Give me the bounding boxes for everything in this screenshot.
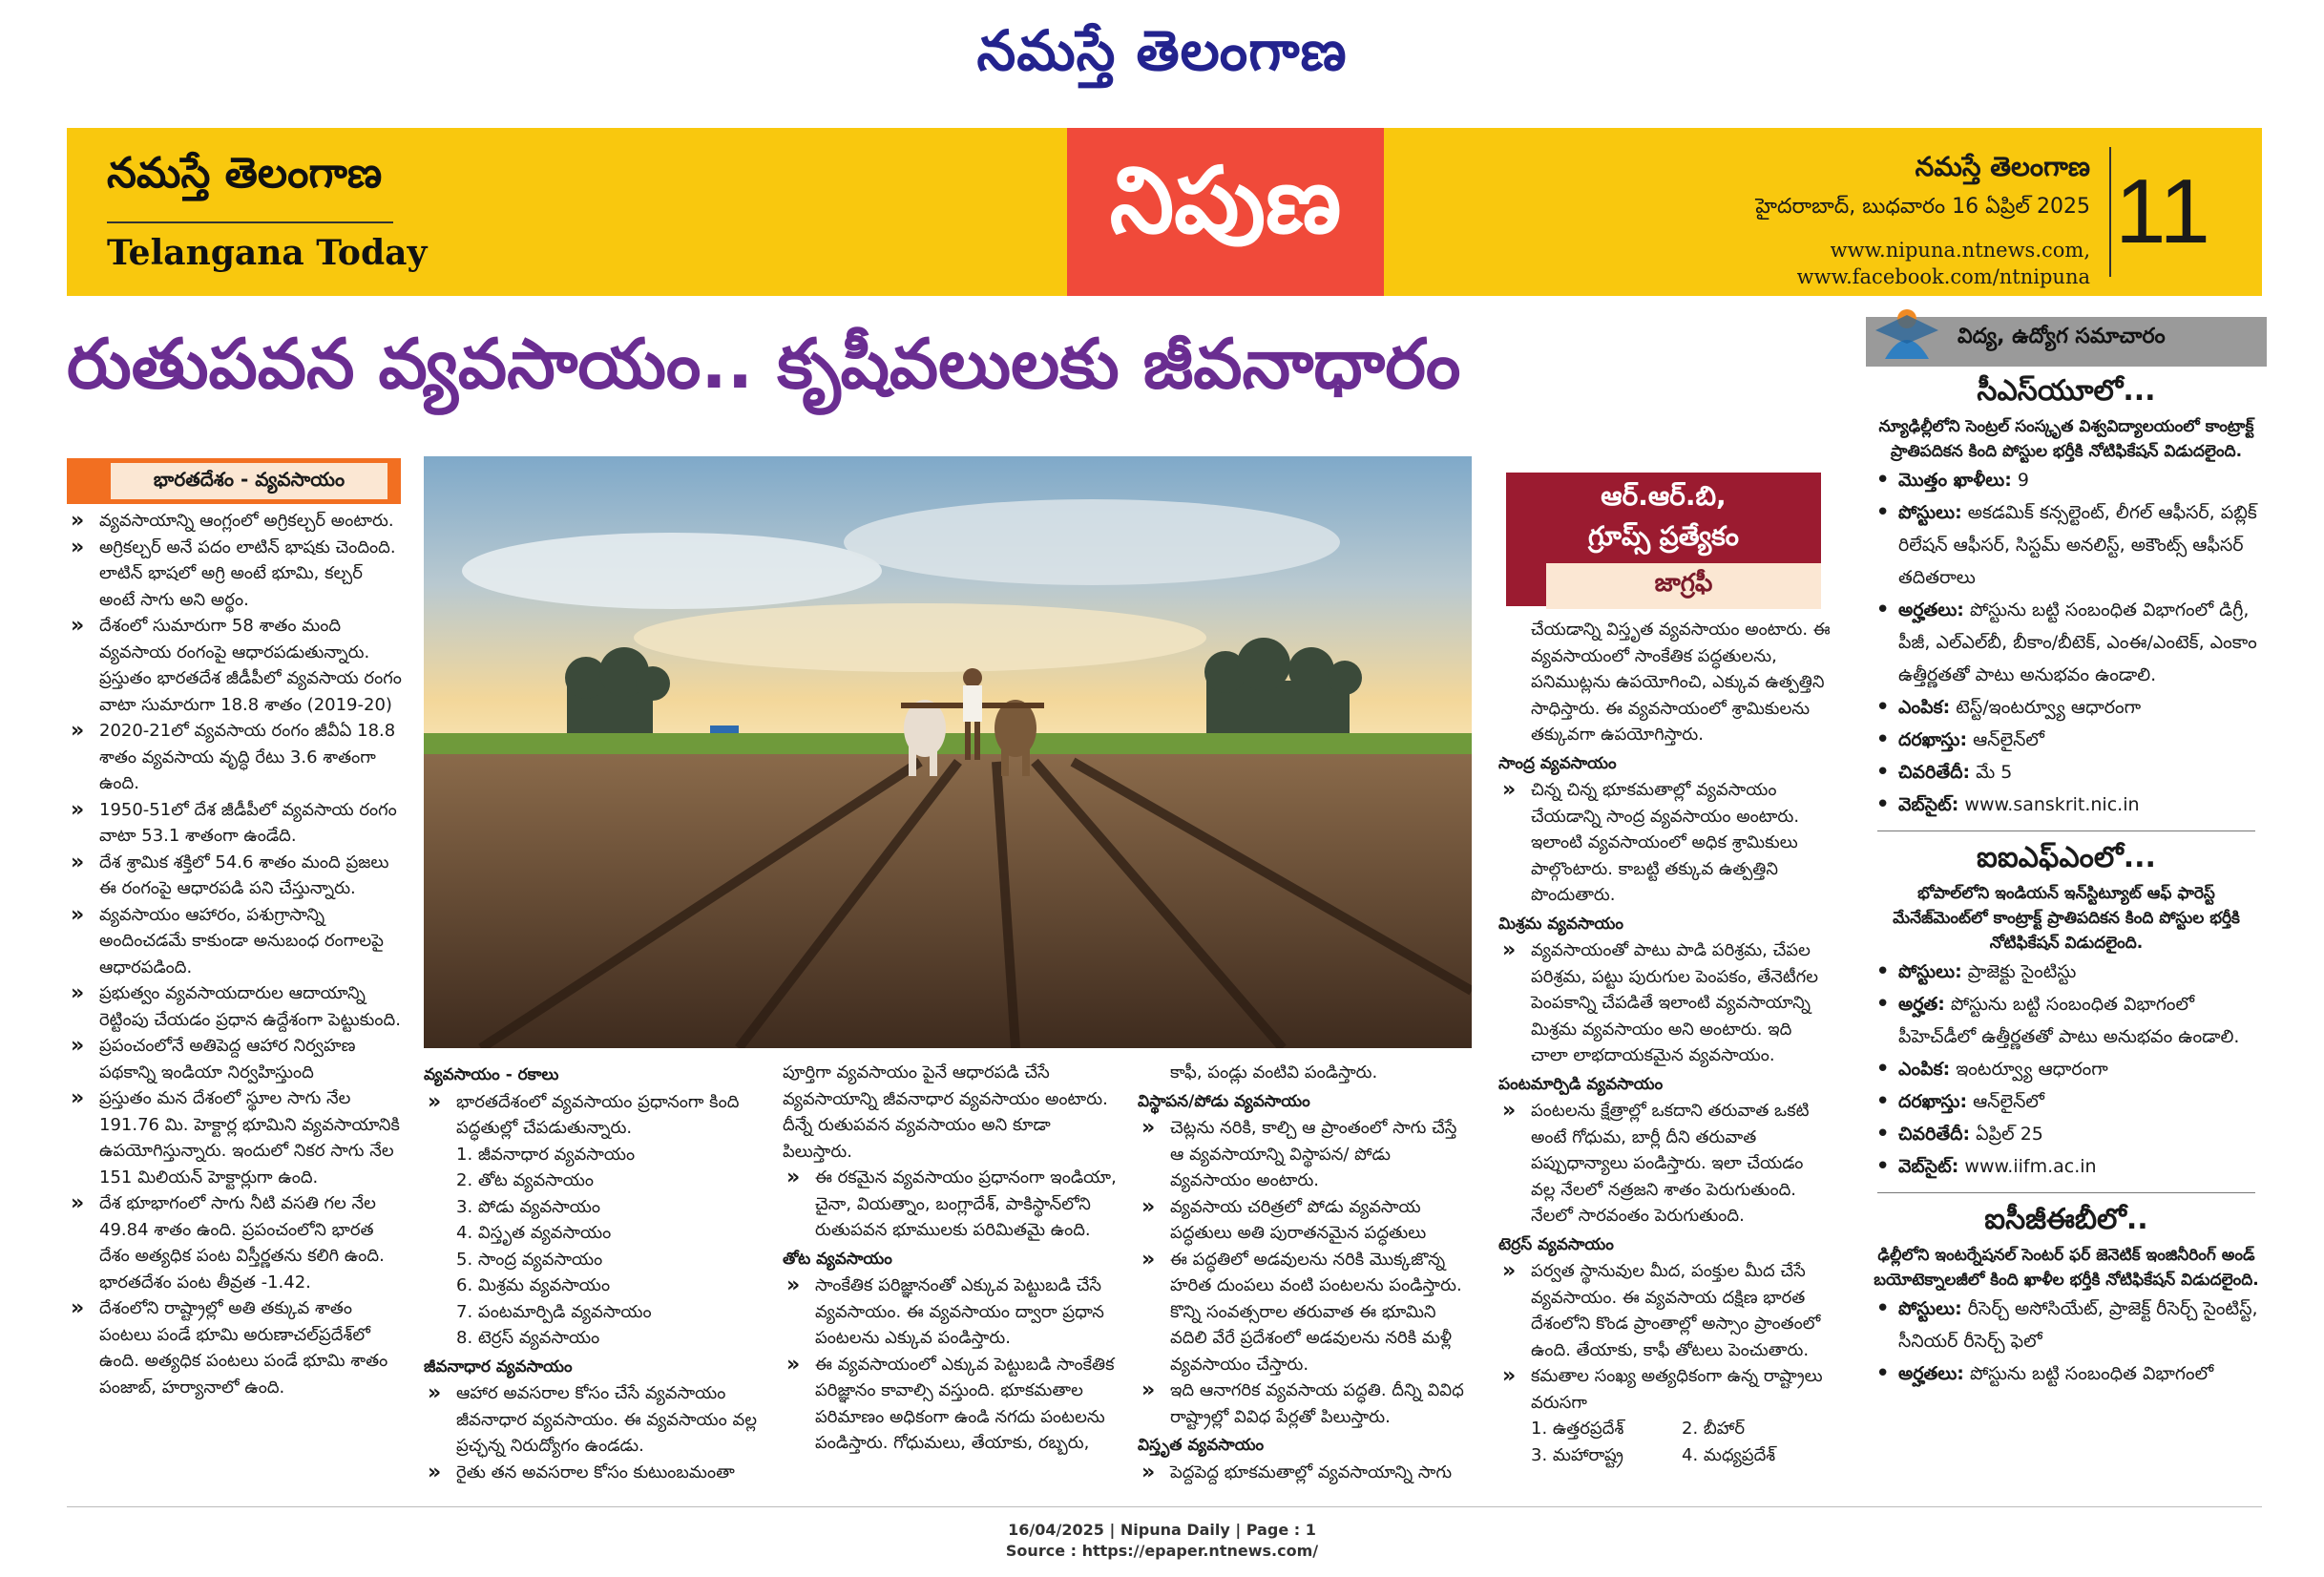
subheading: విస్తృత వ్యవసాయం — [1138, 1436, 1265, 1455]
paragraph: కాఫీ, పండ్లు వంటివి పండిస్తారు. — [1170, 1062, 1378, 1083]
banner-right-info — [1755, 151, 2090, 290]
nipuna-logo — [1067, 128, 1384, 296]
type-item: 5. సాంద్ర వ్యవసాయం — [456, 1249, 603, 1270]
state-item: 4. మధ్యప్రదేశ్ — [1682, 1444, 1776, 1465]
page-number: 11 — [2109, 147, 2214, 277]
page-banner — [67, 128, 2262, 296]
masthead-title: నమస్తే తెలంగాణ — [976, 17, 1348, 83]
list-item: » పర్వత స్థానువుల మీద, పంక్తుల మీద చేసే వ్యవసాయం. ఈ వ్యవసాయ దక్షిణ భారత దేశంలోని కొండ ప్రాంతాల్లో అస్సాం ప్రాంతంలో ఉంది. తేయాకు, కాఫీ తోటలు పెంచుతారు. — [1498, 1258, 1832, 1363]
banner-paper-name: నమస్తే తెలంగాణ — [1915, 151, 2090, 182]
type-item: 4. విస్తృత వ్యవసాయం — [456, 1223, 612, 1243]
job-row: • ఎంపిక: ఇంటర్వ్యూ ఆధారంగా — [1866, 1053, 2267, 1085]
subheading: మిశ్రమ వ్యవసాయం — [1498, 914, 1624, 934]
type-item: 2. తోట వ్యవసాయం — [456, 1170, 594, 1190]
divider — [1877, 1192, 2255, 1193]
list-item: » భారతదేశంలో వ్యవసాయం ప్రధానంగా కింది పద్ధతుల్లో చేపడుతున్నారు. — [424, 1089, 767, 1142]
type-item: 7. పంటమార్పిడి వ్యవసాయం — [456, 1301, 652, 1322]
banner-website[interactable]: www.nipuna.ntnews.com, — [1830, 239, 2090, 262]
sidebar-header-label: విద్య, ఉద్యోగ సమాచారం — [1958, 325, 2166, 348]
section-tab-label: భారతదేశం - వ్యవసాయం — [111, 463, 387, 499]
type-item: 1. జీవనాధార వ్యవసాయం — [456, 1144, 636, 1165]
list-item: » వ్యవసాయం ఆహారం, పశుగ్రాసాన్ని అందించడమే కాకుండా అనుబంధ రంగాలపై ఆధారపడింది. — [67, 902, 403, 981]
states-list — [1498, 1416, 1832, 1468]
list-item: » ప్రభుత్వం వ్యవసాయదారుల ఆదాయాన్ని రెట్టింపు చేయడం ప్రధాన ఉద్దేశంగా పెట్టుకుంది. — [67, 980, 403, 1033]
column-3 — [783, 1060, 1117, 1457]
job-row: • పోస్టులు: ప్రాజెక్టు సైంటిస్టు — [1866, 956, 2267, 988]
list-item: » ఈ వ్యవసాయంలో ఎక్కువ పెట్టుబడి సాంకేతిక పరిజ్ఞానం కావాల్సి వస్తుంది. భూకమతాల పరిమాణం అధికంగా ఉండి నగదు పంటలను పండిస్తారు. గోధుమలు, తేయాకు, రబ్బరు, — [783, 1352, 1117, 1457]
section-tab — [67, 458, 401, 504]
list-item: » 2020-21లో వ్యవసాయ రంగం జీవీఏ 18.8 శాతం వ్యవసాయ వృద్ధి రేటు 3.6 శాతంగా ఉంది. — [67, 718, 403, 797]
list-item: » రైతు తన అవసరాల కోసం కుటుంబమంతా — [424, 1460, 767, 1486]
list-item: » చిన్న చిన్న భూకమతాల్లో వ్యవసాయం చేయడాన్ని సాంద్ర వ్యవసాయం అంటారు. ఇలాంటి వ్యవసాయంలో అధిక శ్రామికులు పాల్గొంటారు. కాబట్టి తక్కువ ఉత్పత్తిని పొందుతారు. — [1498, 777, 1832, 909]
list-item: » 1950-51లో దేశ జీడీపీలో వ్యవసాయ రంగం వాటా 53.1 శాతంగా ఉండేది. — [67, 797, 403, 850]
ploughing-field-illustration — [424, 456, 1472, 1048]
graduate-icon — [1866, 302, 1948, 368]
paragraph: పూర్తిగా వ్యవసాయం పైనే ఆధారపడి చేసే వ్యవసాయాన్ని జీవనాధార వ్యవసాయం అంటారు. దీన్నే రుతుపవన వ్యవసాయం అని కూడా పిలుస్తారు. — [783, 1062, 1108, 1162]
state-item: 2. బీహార్ — [1682, 1419, 1746, 1439]
page-footer — [0, 1520, 2324, 1562]
job-title-csu: సీఎస్‌యూలో... — [1977, 374, 2156, 408]
banner-date: హైదరాబాద్, బుధవారం 16 ఏప్రిల్ 2025 — [1755, 195, 2090, 219]
job-lead: న్యూఢిల్లీలోని సెంట్రల్ సంస్కృత విశ్వవిద్యాలయంలో కాంట్రాక్ట్ ప్రాతిపదికన కింది పోస్టుల భర్తీకి నోటిఫికేషన్ విడుదలైంది. — [1878, 417, 2254, 461]
banner-telangana-today-logo: Telangana Today — [107, 221, 393, 273]
paragraph: చేయడాన్ని విస్తృత వ్యవసాయం అంటారు. ఈ వ్యవసాయంలో సాంకేతిక పద్ధతులను, పనిముట్లను ఉపయోగించి, ఎక్కువ ఉత్పత్తిని సాధిస్తారు. ఈ వ్యవసాయంలో శ్రామికులను తక్కువగా ఉపయోగిస్తారు. — [1531, 620, 1831, 745]
job-row-website[interactable]: • వెబ్‌సైట్: www.iifm.ac.in — [1866, 1150, 2267, 1183]
banner-facebook[interactable]: www.facebook.com/ntnipuna — [1796, 265, 2090, 288]
state-item: 3. మహారాష్ట్ర — [1531, 1444, 1623, 1465]
subheading: పంటమార్పిడి వ్యవసాయం — [1498, 1074, 1664, 1094]
list-item: » కమతాల సంఖ్య అత్యధికంగా ఉన్న రాష్ట్రాలు వరుసగా — [1498, 1363, 1832, 1416]
job-row: • అర్హతలు: పోస్టును బట్టి సంబంధిత విభాగంలో డిగ్రీ, పీజీ, ఎల్‌ఎల్‌బీ, బీకాం/బీటెక్, ఎంఈ/ఎంటెక్, ఎంకాం ఉత్తీర్ణతతో పాటు అనుభవం ఉండాలి. — [1866, 594, 2267, 691]
list-item: » ఈ రకమైన వ్యవసాయం ప్రధానంగా ఇండియా, చైనా, వియత్నాం, బంగ్లాదేశ్, పాకిస్థాన్‌లోని రుతుపవన భూములకు పరిమితమై ఉంది. — [783, 1165, 1117, 1244]
job-title-icgeb: ఐసీజీఈబీలో.. — [1984, 1203, 2148, 1236]
list-item: » వ్యవసాయంతో పాటు పాడి పరిశ్రమ, చేపల పరిశ్రమ, పట్టు పురుగుల పెంపకం, తేనెటీగల పెంపకాన్ని చేపడితే ఇలాంటి వ్యవసాయాన్ని మిశ్రమ వ్యవసాయం అని అంటారు. ఇది చాలా లాభదాయకమైన వ్యవసాయం. — [1498, 937, 1832, 1069]
geography-tag: జాగ్రఫీ — [1546, 563, 1821, 609]
masthead — [0, 0, 2324, 115]
list-item: » దేశ భూభాగంలో సాగు నీటి వసతి గల నేల 49.84 శాతం ఉంది. ప్రపంచంలోని భారత దేశం అత్యధిక పంట విస్తీర్ణతను కలిగి ఉంది. భారతదేశం పంట తీవ్రత -1.42. — [67, 1190, 403, 1295]
subheading: సాంద్ర వ్యవసాయం — [1498, 753, 1617, 773]
column-5 — [1498, 617, 1832, 1468]
list-item: » సాంకేతిక పరిజ్ఞానంతో ఎక్కువ పెట్టుబడి చేసే వ్యవసాయం. ఈ వ్యవసాయం ద్వారా ప్రధాన పంటలను ఎక్కువ పండిస్తారు. — [783, 1272, 1117, 1352]
list-item: » ప్రస్తుతం మన దేశంలో స్థూల సాగు నేల 191.76 మి. హెక్టార్ల భూమిని వ్యవసాయానికి ఉపయోగిస్తున్నారు. ఇందులో నికర సాగు నేల 151 మిలియన్ హెక్టార్లుగా ఉంది. — [67, 1085, 403, 1190]
headline-text: రుతుపవన వ్యవసాయం.. కృషీవలులకు జీవనాధారం — [67, 324, 1461, 404]
type-item: 8. టెర్రస్ వ్యవసాయం — [456, 1328, 600, 1348]
list-item: » దేశంలోని రాష్ట్రాల్లో అతి తక్కువ శాతం పంటలు పండే భూమి అరుణాచల్‌ప్రదేశ్‌లో ఉంది. అత్యధిక పంటలు పండే భూమి శాతం పంజాబ్, హర్యానాలో ఉంది. — [67, 1295, 403, 1400]
banner-left-logos — [107, 149, 450, 273]
article-photo — [424, 456, 1472, 1048]
list-item: » దేశ శ్రామిక శక్తిలో 54.6 శాతం మంది ప్రజలు ఈ రంగంపై ఆధారపడి పని చేస్తున్నారు. — [67, 850, 403, 902]
job-title-iifm: ఐఐఎఫ్ఎంలో... — [1977, 841, 2156, 874]
footer-source-link[interactable]: Source : https://epaper.ntnews.com/ — [1005, 1542, 1319, 1560]
list-item: » ఈ పద్ధతిలో అడవులను నరికి మొక్కజొన్న హరిత దుంపలు వంటి పంటలను పండిస్తారు. కొన్ని సంవత్సరాల తరువాత ఈ భూమిని వదిలి వేరే ప్రదేశంలో అడవులను నరికి మళ్లీ వ్యవసాయం చేస్తారు. — [1138, 1247, 1474, 1378]
rrb-line-1: ఆర్.ఆర్.బి, — [1601, 480, 1727, 512]
job-row: • పోస్టులు: అకడమిక్ కన్సల్టెంట్, లీగల్ ఆఫీసర్, పబ్లిక్ రిలేషన్ ఆఫీసర్, సిస్టమ్ అనలిస్ట్, అకౌంట్స్ ఆఫీసర్ తదితరాలు — [1866, 496, 2267, 594]
subheading: తోట వ్యవసాయం — [783, 1249, 892, 1269]
list-item: » పెద్దపెద్ద భూకమతాల్లో వ్యవసాయాన్ని సాగు — [1138, 1460, 1474, 1486]
subheading: విస్థాపన/పోడు వ్యవసాయం — [1138, 1091, 1310, 1111]
job-row: • ఎంపిక: టెస్ట్/ఇంటర్వ్యూ ఆధారంగా — [1866, 691, 2267, 724]
job-row: • మొత్తం ఖాళీలు: 9 — [1866, 464, 2267, 496]
list-item: » ప్రపంచంలోనే అతిపెద్ద ఆహార నిర్వహణ పథకాన్ని ఇండియా నిర్వహిస్తుంది — [67, 1033, 403, 1085]
column-2 — [424, 1060, 767, 1485]
list-item: » ఆహార అవసరాల కోసం చేసే వ్యవసాయం జీవనాధార వ్యవసాయం. ఈ వ్యవసాయం వల్ల ప్రచ్ఛన్న నిరుద్యోగం ఉండడు. — [424, 1380, 767, 1460]
list-item: » దేశంలో సుమారుగా 58 శాతం మంది వ్యవసాయ రంగంపై ఆధారపడుతున్నారు. ప్రస్తుతం భారతదేశ జీడీపీలో వ్యవసాయ రంగం వాటా సుమారుగా 18.8 శాతం (2019-20) — [67, 613, 403, 718]
type-item: 6. మిశ్రమ వ్యవసాయం — [456, 1275, 611, 1295]
footer-rule — [67, 1506, 2262, 1507]
list-item: » వ్యవసాయాన్ని ఆంగ్లంలో అగ్రికల్చర్ అంటారు. — [67, 508, 403, 535]
job-row: • అర్హతలు: పోస్టును బట్టి సంబంధిత విభాగంలో — [1866, 1357, 2267, 1390]
job-row: • పోస్టులు: రీసెర్చ్ అసోసియేట్, ప్రాజెక్ట్ రీసెర్చ్ సైంటిస్ట్, సీనియర్ రీసెర్చ్ ఫెలో — [1866, 1293, 2267, 1357]
list-item: » ఇది ఆనాగరిక వ్యవసాయ పద్ధతి. దీన్ని వివిధ రాష్ట్రాల్లో వివిధ పేర్లతో పిలుస్తారు. — [1138, 1377, 1474, 1430]
state-item: 1. ఉత్తరప్రదేశ్ — [1531, 1419, 1624, 1439]
nipuna-title: నిపుణ — [1109, 147, 1342, 254]
subheading: టెర్రస్ వ్యవసాయం — [1498, 1234, 1614, 1254]
job-row: • చివరితేదీ: మే 5 — [1866, 756, 2267, 788]
job-row: • చివరితేదీ: ఏప్రిల్ 25 — [1866, 1118, 2267, 1150]
job-lead: భోపాల్‌లోని ఇండియన్ ఇన్‌స్టిట్యూట్ ఆఫ్ ఫారెస్ట్ మేనేజ్‌మెంట్‌లో కాంట్రాక్ట్ ప్రాతిపదికన కింది పోస్టుల భర్తీకి నోటిఫికేషన్ విడుదలైంది. — [1893, 884, 2240, 953]
sidebar-content — [1866, 374, 2267, 1390]
banner-namasthe-logo: నమస్తే తెలంగాణ — [107, 149, 383, 198]
list-item: » చెట్లను నరికి, కాల్చి ఆ ప్రాంతంలో సాగు చేస్తే ఆ వ్యవసాయాన్ని విస్థాపన/ పోడు వ్యవసాయం అంటారు. — [1138, 1115, 1474, 1194]
job-row: • దరఖాస్తు: ఆన్‌లైన్‌లో — [1866, 724, 2267, 756]
rrb-line-2: గ్రూప్స్ ప్రత్యేకం — [1587, 520, 1739, 552]
column-1 — [67, 508, 403, 1400]
job-lead: ఢిల్లీలోని ఇంటర్నేషనల్ సెంటర్ ఫర్ జెనెటిక్ ఇంజినీరింగ్ అండ్ బయోటెక్నాలజీలో కింది ఖాళీల భర్తీకి నోటిఫికేషన్ విడుదలైంది. — [1874, 1246, 2259, 1290]
footer-date-line: 16/04/2025 | Nipuna Daily | Page : 1 — [1008, 1521, 1316, 1539]
list-item: » పంటలను క్షేత్రాల్లో ఒకదాని తరువాత ఒకటి అంటే గోధుమ, బార్లీ దీని తరువాత పప్పుధాన్యాలు పండిస్తారు. ఇలా చేయడం వల్ల నేలలో నత్రజని శాతం పెరుగుతుంది. నేలలో సారవంతం పెరుగుతుంది. — [1498, 1098, 1832, 1230]
subheading: వ్యవసాయం - రకాలు — [424, 1065, 559, 1084]
type-item: 3. పోడు వ్యవసాయం — [456, 1196, 600, 1217]
list-item: » అగ్రికల్చర్ అనే పదం లాటిన్ భాషకు చెందింది. లాటిన్ భాషలో అగ్రి అంటే భూమి, కల్చర్ అంటే సాగు అని అర్థం. — [67, 535, 403, 614]
subheading: జీవనాధార వ్యవసాయం — [424, 1356, 573, 1377]
list-item: » వ్యవసాయ చరిత్రలో పోడు వ్యవసాయ పద్ధతులు అతి పురాతనమైన పద్ధతులు — [1138, 1194, 1474, 1247]
job-row-website[interactable]: • వెబ్‌సైట్: www.sanskrit.nic.in — [1866, 788, 2267, 821]
job-row: • దరఖాస్తు: ఆన్‌లైన్‌లో — [1866, 1085, 2267, 1118]
job-row: • అర్హత: పోస్టును బట్టి సంబంధిత విభాగంలో పీహెచ్‌డీలో ఉత్తీర్ణతతో పాటు అనుభవం ఉండాలి. — [1866, 988, 2267, 1053]
column-4 — [1138, 1060, 1474, 1485]
jobs-sidebar — [1866, 315, 2267, 1508]
article-headline — [67, 315, 1852, 430]
